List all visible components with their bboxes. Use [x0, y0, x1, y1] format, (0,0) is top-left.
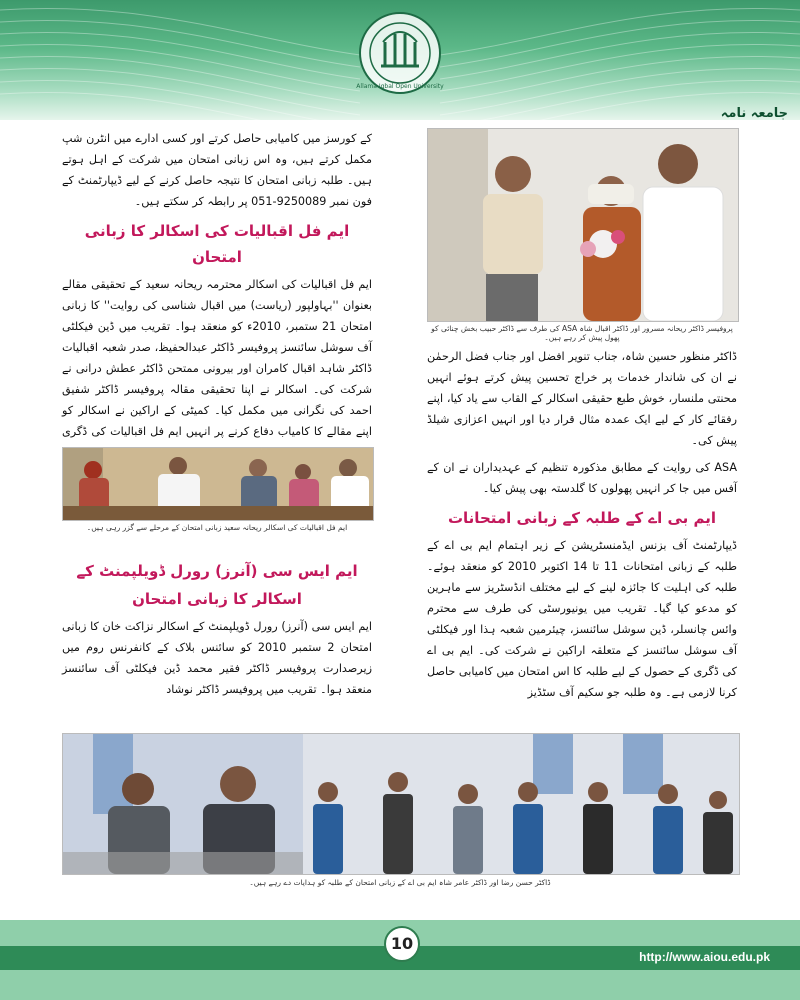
- paragraph: ایم فل اقبالیات کی اسکالر محترمہ ریحانہ سعید کے تحقیقی مقالے بعنوان ''بہاولپور (ریاست) میں اقبال شناسی کی روایت'' کا زبانی امتحان 21 ستمبر، 2010ء کو منعقد ہوا۔ تقریب میں ڈین فیکلٹی آف سوشل سائنسز پروفیسر ڈاکٹر عبدالحفیظ، صدر شعبہ اقبالیات ڈاکٹر شاہد اقبال کامران اور بیرونی ممتحن ڈاکٹر عطش درانی نے شرکت کی۔ اسکالر نے اپنا تحقیقی مقالہ پروفیسر ڈاکٹر شفیق احمد کی نگرانی میں مکمل کیا۔ کمیٹی کے اراکین نے اسکالر کو اپنے مقالے کا کامیاب دفاع کرنے پر انہیں ایم فل اقبالیات کی ڈگری: [62, 278, 372, 438]
- photo-caption: ڈاکٹر حسن رضا اور ڈاکٹر عامر شاہ ایم بی اے کے زبانی امتحان کے طلبہ کو ہدایات دے رہے ہیں۔: [249, 878, 551, 887]
- paragraph: ڈیپارٹمنٹ آف بزنس ایڈمنسٹریشن کے زیر اہتمام ایم بی اے کے طلبہ کے زبانی امتحانات 11 تا 14 اکتوبر 2010 کو منعقد ہوئے۔ طلبہ کی اہلیت کا جائزہ لینے کے لیے مختلف انڈسٹریز سے ماہرین کو مدعو کیا گیا۔ تقریب میں یونیورسٹی کی طرف سے محترم وائس چانسلر، ڈین سوشل سائنسز، چیئرمین شعبہ ہذا اور فیکلٹی آف سوشل سائنسز کے متعلقہ اراکین نے شرکت کی۔ ایم بی اے کی ڈگری کے حصول کے لیے طلبہ کا اس امتحان میں کامیابی حاصل کرنا لازمی ہے۔ وہ طلبہ جو سکیم آف سٹڈیز: [427, 539, 737, 699]
- photo-caption: پروفیسر ڈاکٹر ریحانہ مسرور اور ڈاکٹر اقبال شاہ ASA کی طرف سے ڈاکٹر حبیب بخش چنائی کو پھول پیش کر رہے ہیں۔: [431, 324, 733, 342]
- page-number: 10: [384, 926, 420, 962]
- mba-viva-group-photo: [62, 733, 740, 875]
- section-heading: ایم ایس سی (آنرز) رورل ڈویلپمنٹ کے: [76, 562, 358, 580]
- website-link[interactable]: http://www.aiou.edu.pk: [639, 950, 770, 964]
- section-heading: ایم فل اقبالیات کی اسکالر کا زبانی امتحان: [84, 222, 350, 266]
- photo-caption: ایم فل اقبالیات کی اسکالر ریحانہ سعید زبانی امتحان کے مرحلے سے گزر رہی ہیں۔: [86, 523, 348, 532]
- paragraph: ASA کی روایت کے مطابق مذکورہ تنظیم کے عہدیداران نے ان کے آفس میں جا کر انہیں پھولوں کا گلدستہ بھی پیش کیا۔: [427, 461, 737, 495]
- university-logo: [355, 8, 445, 98]
- magazine-title: جامعہ نامہ: [720, 106, 788, 120]
- paragraph: ڈاکٹر منظور حسین شاہ، جناب تنویر افضل اور جناب فضل الرحمٰن نے ان کی شاندار خدمات پر خراج تحسین پیش کرتے ہوئے انہیں محنتی ملنسار، خوش طبع حقیقی اسکالر کے القاب سے یاد کیا، اپنے رفقائے کار کے لیے ایک عمدہ مثال قرار دیا اور انہیں اعزازی شیلڈ پیش کی۔: [427, 350, 737, 447]
- viva-exam-photo: [62, 447, 374, 521]
- right-column: [427, 346, 737, 709]
- section-heading: ایم بی اے کے طلبہ کے زبانی امتحانات: [447, 509, 717, 527]
- paragraph: ایم ایس سی (آنرز) رورل ڈویلپمنٹ کے اسکالر نزاکت خان کا زبانی امتحان 2 ستمبر 2010 کو سائنس بلاک کے کانفرنس روم میں زیرصدارت پروفیسر ڈاکٹر فقیر محمد ڈین فیکلٹی آف سائنسز منعقد ہوا۔ تقریب میں پروفیسر ڈاکٹر نوشاد: [62, 620, 372, 696]
- page-header: [0, 0, 800, 120]
- svg-text:Allama Iqbal Open University: Allama Iqbal Open University: [356, 83, 444, 90]
- bouquet-presentation-photo: [427, 128, 739, 322]
- left-column-top: [62, 128, 372, 469]
- left-column-bottom: [62, 556, 372, 706]
- paragraph: کے کورسز میں کامیابی حاصل کرتے اور کسی ادارے میں انٹرن شپ مکمل کرتے ہیں، وہ اس زبانی امتحان میں شرکت کے اہل ہوتے ہیں۔ طلبہ زبانی امتحان کا نتیجہ حاصل کرنے کے لیے ڈیپارٹمنٹ کے فون نمبر 9250089-051 پر رابطہ کر سکتے ہیں۔: [62, 132, 372, 208]
- section-heading: اسکالر کا زبانی امتحان: [132, 590, 302, 608]
